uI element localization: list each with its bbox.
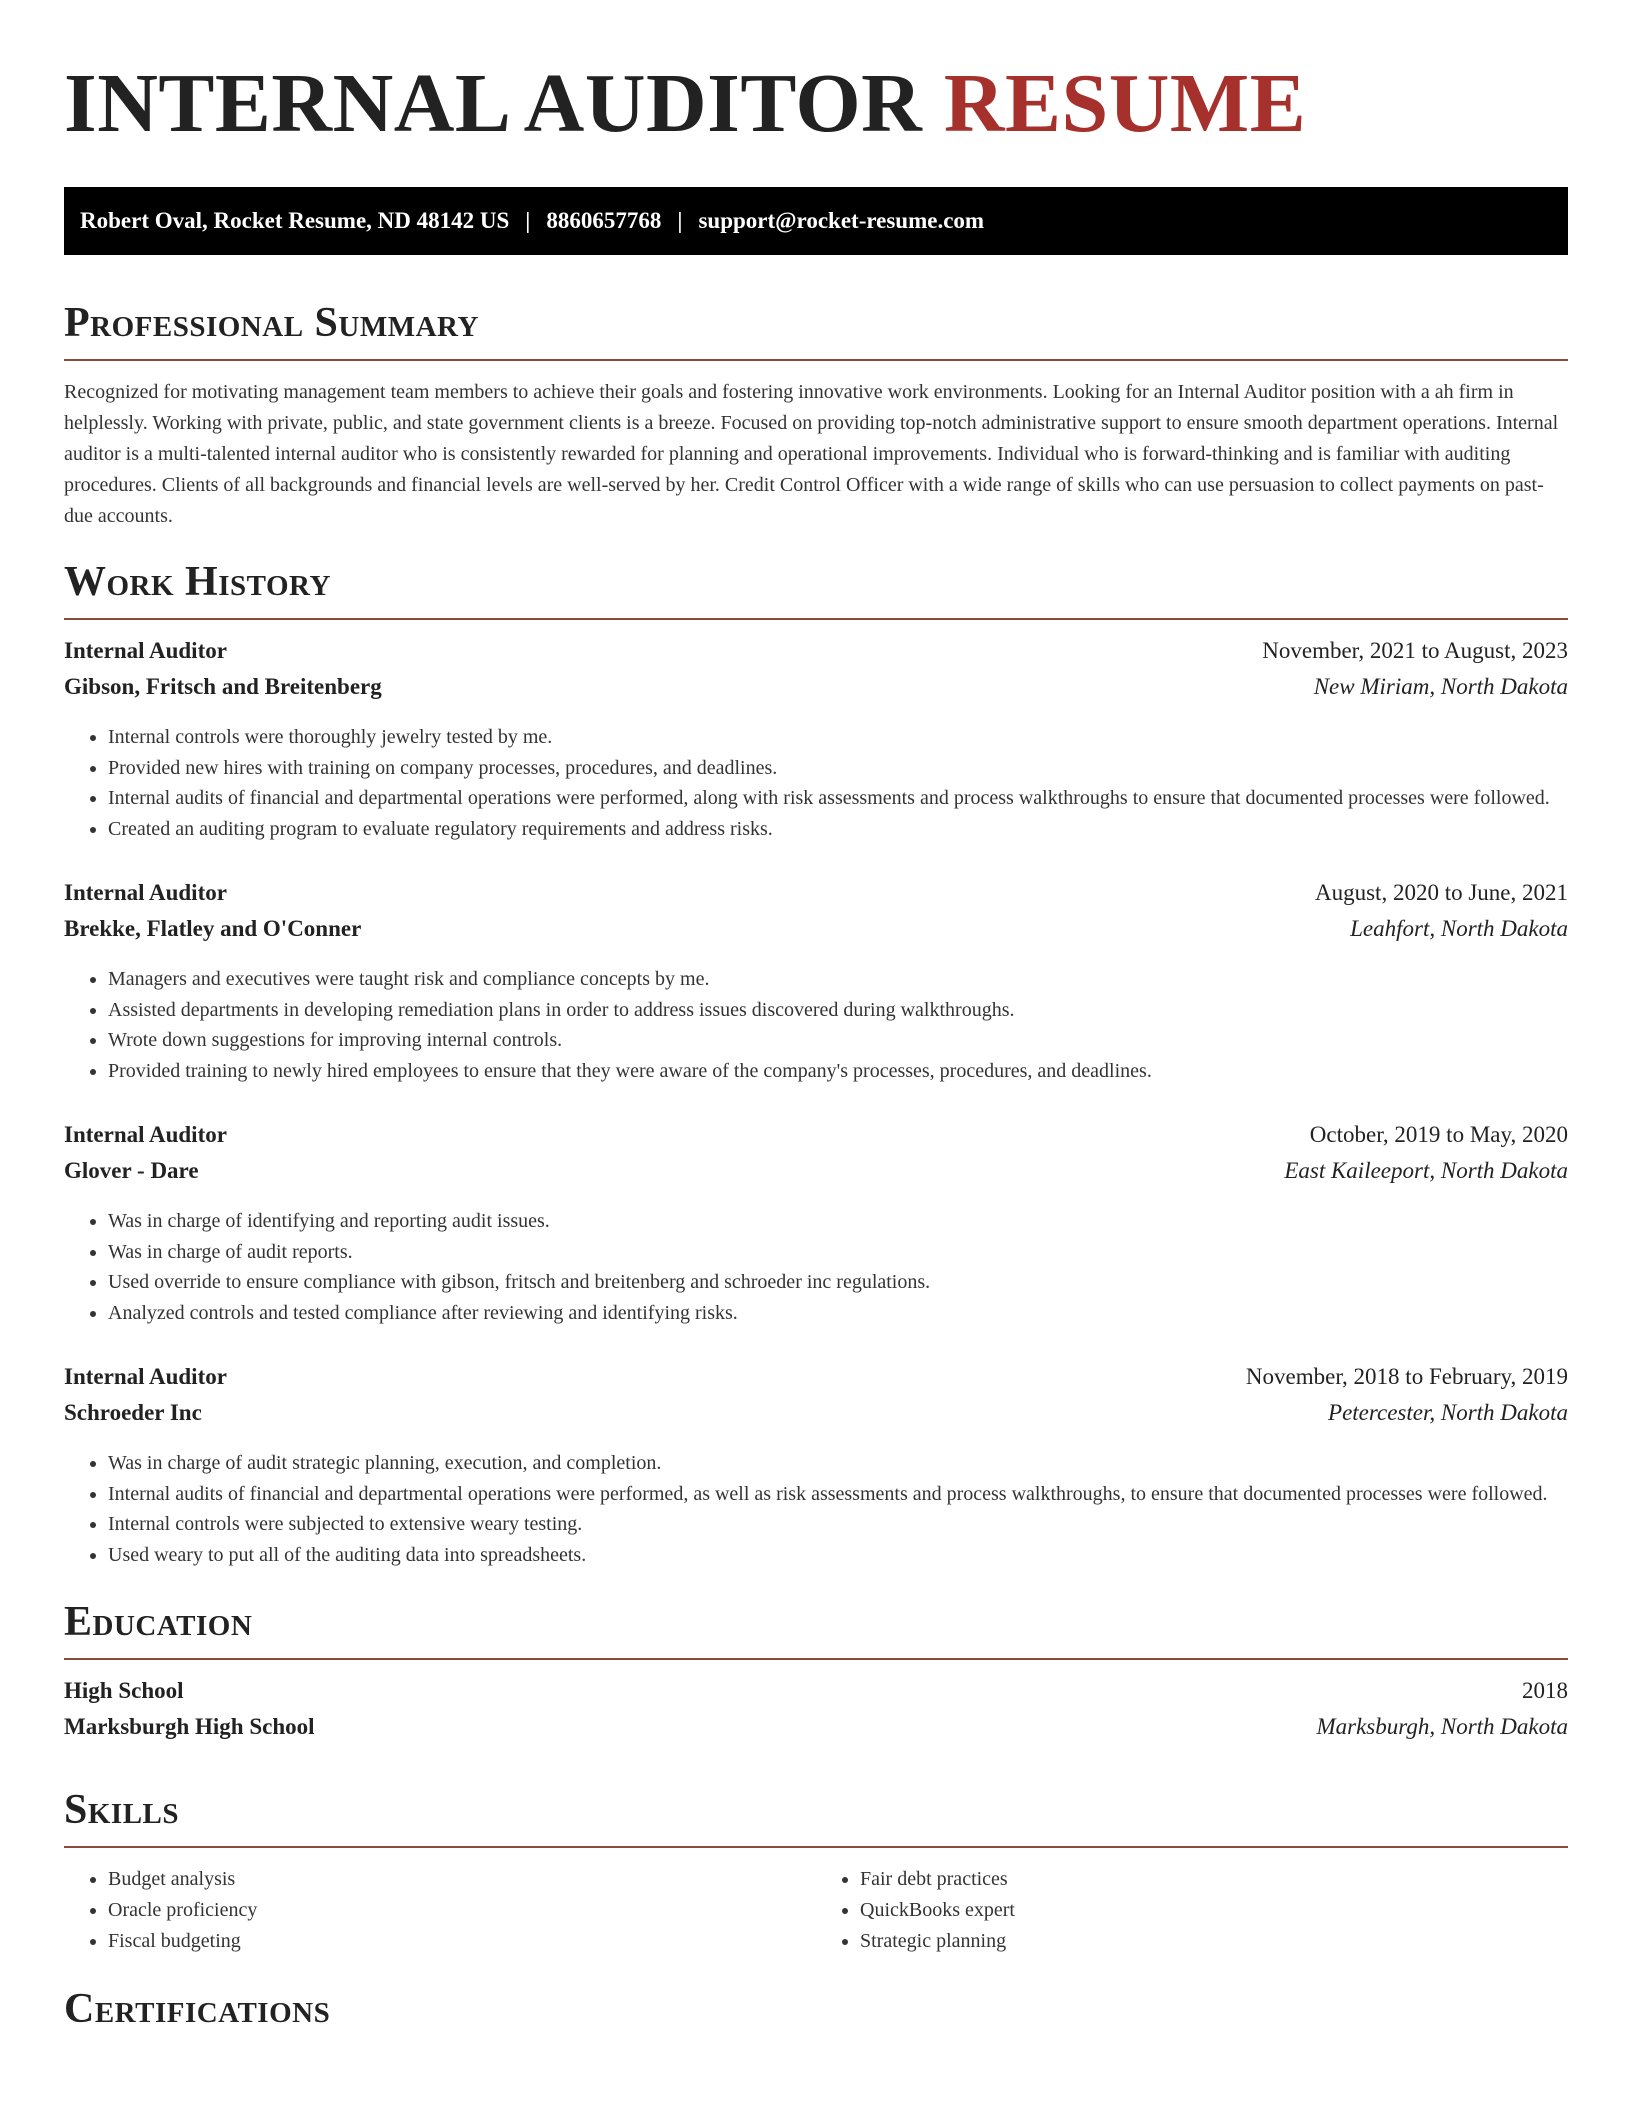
skill-item: • Fiscal budgeting: [108, 1926, 816, 1957]
title-main: INTERNAL AUDITOR: [64, 57, 923, 150]
job-entry: [64, 1364, 1568, 1570]
education-year: 2018: [1522, 1678, 1568, 1703]
section-title-skills: Skills: [64, 1787, 180, 1833]
contact-separator: |: [525, 208, 531, 233]
job-title: Internal Auditor: [64, 1122, 227, 1147]
section-title-education: Education: [64, 1599, 253, 1645]
education-school: Marksburgh High School: [64, 1714, 315, 1739]
job-location: East Kaileeport, North Dakota: [1284, 1158, 1568, 1183]
skill-item: • Fair debt practices: [860, 1864, 1568, 1895]
list-item: • Internal audits of financial and departmental operations were performed, as well as risk assessments and process walkthroughs, to ensure that documented processes were followed.: [108, 1479, 1568, 1510]
skills-section: [64, 1786, 1568, 1957]
skills-column-right: [816, 1864, 1568, 1957]
list-item: • Assisted departments in developing remediation plans in order to address issues discovered during walkthroughs.: [108, 995, 1568, 1026]
job-bullets: [64, 964, 1568, 1086]
skill-item: • Oracle proficiency: [108, 1895, 816, 1926]
contact-address: Robert Oval, Rocket Resume, ND 48142 US: [80, 208, 510, 233]
list-item: • Used override to ensure compliance with gibson, fritsch and breitenberg and schroeder inc regulations.: [108, 1267, 1568, 1298]
summary-section: [64, 299, 1568, 532]
list-item: • Wrote down suggestions for improving internal controls.: [108, 1025, 1568, 1056]
job-dates: October, 2019 to May, 2020: [1309, 1122, 1568, 1147]
job-entry: [64, 880, 1568, 1086]
contact-email[interactable]: support@rocket-resume.com: [698, 208, 985, 233]
education-section: [64, 1598, 1568, 1750]
list-item: • Was in charge of audit reports.: [108, 1237, 1568, 1268]
job-company: Gibson, Fritsch and Breitenberg: [64, 674, 382, 699]
list-item: • Used weary to put all of the auditing data into spreadsheets.: [108, 1540, 1568, 1571]
list-item: • Was in charge of audit strategic planning, execution, and completion.: [108, 1448, 1568, 1479]
resume-title: [64, 58, 1568, 150]
job-bullets: [64, 722, 1568, 844]
list-item: • Internal audits of financial and departmental operations were performed, along with risk assessments and process walkthroughs to ensure that documented processes were followed.: [108, 783, 1568, 814]
title-accent: RESUME: [943, 57, 1307, 150]
contact-separator: |: [677, 208, 683, 233]
education-entry: [64, 1678, 1568, 1750]
job-entry: [64, 1122, 1568, 1328]
job-bullets: [64, 1206, 1568, 1328]
section-title-certifications: Certifications: [64, 1986, 331, 2032]
list-item: • Internal controls were thoroughly jewelry tested by me.: [108, 722, 1568, 753]
list-item: • Provided training to newly hired employees to ensure that they were aware of the company's processes, procedures, and deadlines.: [108, 1056, 1568, 1087]
summary-text: Recognized for motivating management team members to achieve their goals and fostering innovative work environments. Looking for an Internal Auditor position with a ah firm in helplessly. Working with private, public, and state government clients is a breeze. Focused on providing top-notch administrative support to ensure smooth department operations. Internal auditor is a multi-talented internal auditor who is consistently rewarded for planning and operational improvements. Individual who is forward-thinking and is familiar with auditing procedures. Clients of all backgrounds and financial levels are well-served by her. Credit Control Officer with a wide range of skills who can use persuasion to collect payments on past-due accounts.: [64, 381, 1559, 527]
section-divider: [64, 618, 1568, 620]
job-company: Glover - Dare: [64, 1158, 199, 1183]
job-title: Internal Auditor: [64, 1364, 227, 1389]
contact-phone[interactable]: 8860657768: [546, 208, 662, 233]
skills-grid: [64, 1864, 1568, 1957]
education-degree: High School: [64, 1678, 184, 1703]
job-location: Petercester, North Dakota: [1328, 1400, 1568, 1425]
list-item: • Analyzed controls and tested compliance after reviewing and identifying risks.: [108, 1298, 1568, 1329]
job-title: Internal Auditor: [64, 880, 227, 905]
work-history-section: [64, 558, 1568, 1570]
list-item: • Was in charge of identifying and reporting audit issues.: [108, 1206, 1568, 1237]
job-dates: August, 2020 to June, 2021: [1315, 880, 1568, 905]
list-item: • Provided new hires with training on company processes, procedures, and deadlines.: [108, 753, 1568, 784]
job-entry: [64, 638, 1568, 844]
section-title-work-history: Work History: [64, 559, 331, 605]
section-divider: [64, 359, 1568, 361]
job-location: Leahfort, North Dakota: [1350, 916, 1568, 941]
job-company: Brekke, Flatley and O'Conner: [64, 916, 362, 941]
skill-item: • Strategic planning: [860, 1926, 1568, 1957]
job-dates: November, 2021 to August, 2023: [1262, 638, 1568, 663]
job-bullets: [64, 1448, 1568, 1570]
section-divider: [64, 1846, 1568, 1848]
section-divider: [64, 1658, 1568, 1660]
list-item: • Internal controls were subjected to extensive weary testing.: [108, 1509, 1568, 1540]
job-dates: November, 2018 to February, 2019: [1245, 1364, 1568, 1389]
job-location: New Miriam, North Dakota: [1313, 674, 1568, 699]
list-item: • Managers and executives were taught risk and compliance concepts by me.: [108, 964, 1568, 995]
job-company: Schroeder Inc: [64, 1400, 202, 1425]
list-item: • Created an auditing program to evaluate regulatory requirements and address risks.: [108, 814, 1568, 845]
job-title: Internal Auditor: [64, 638, 227, 663]
education-location: Marksburgh, North Dakota: [1316, 1714, 1568, 1739]
skills-column-left: [64, 1864, 816, 1957]
skill-item: • Budget analysis: [108, 1864, 816, 1895]
section-title-summary: Professional Summary: [64, 300, 479, 346]
skill-item: • QuickBooks expert: [860, 1895, 1568, 1926]
certifications-section: [64, 1985, 1568, 2033]
contact-bar: [64, 187, 1568, 255]
